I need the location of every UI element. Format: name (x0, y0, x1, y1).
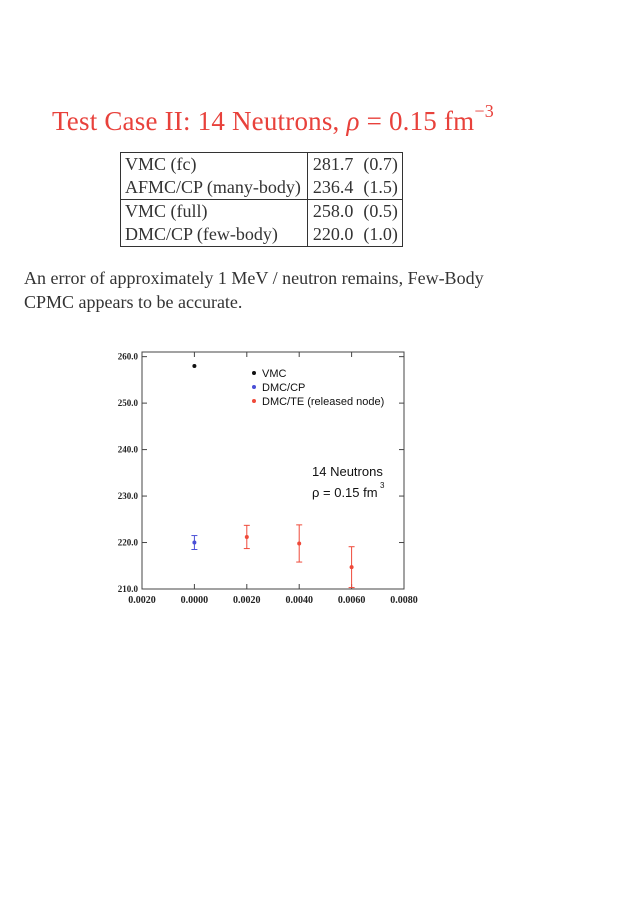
row-value: 258.0 (307, 200, 359, 224)
title-eq: = 0.15 fm (359, 106, 475, 136)
x-tick-label: 0.0060 (337, 595, 366, 606)
y-tick-label: 260.0 (117, 351, 138, 362)
row-error: (0.5) (359, 200, 402, 224)
x-tick-label: 0.0020 (128, 595, 156, 606)
legend-label: VMC (262, 368, 287, 380)
row-label: VMC (full) (121, 200, 308, 224)
legend-label: DMC/TE (released node) (262, 396, 385, 408)
annotation-line-2: ρ = 0.15 fm (312, 485, 378, 500)
y-tick-label: 230.0 (117, 491, 138, 502)
annotation-exponent: 3 (380, 481, 385, 490)
row-label: AFMC/CP (many-body) (121, 176, 308, 200)
y-tick-label: 210.0 (117, 584, 138, 594)
data-point (350, 565, 354, 569)
y-tick-label: 250.0 (117, 398, 138, 409)
title-rho: ρ (346, 106, 360, 136)
y-tick-label: 220.0 (117, 537, 138, 548)
row-label: DMC/CP (few-body) (121, 223, 308, 247)
row-value: 281.7 (312, 154, 354, 174)
x-tick-label: 0.0040 (285, 595, 313, 606)
row-value: 236.4 (312, 177, 354, 197)
annotation-line-1: 14 Neutrons (312, 464, 383, 479)
row-label: VMC (fc) (121, 153, 308, 177)
row-error: (0.7) (363, 154, 398, 174)
x-tick-label: 0.0000 (180, 595, 209, 606)
x-tick-label: 0.0080 (390, 595, 418, 606)
x-tick-label: 0.0020 (233, 595, 261, 606)
legend-marker (252, 399, 256, 403)
y-tick-label: 240.0 (117, 444, 138, 455)
legend-label: DMC/CP (262, 382, 306, 394)
row-error: (1.5) (363, 177, 398, 197)
title-exponent: −3 (474, 101, 494, 121)
row-value: 220.0 (312, 224, 354, 244)
data-point (192, 541, 196, 545)
legend-marker (252, 385, 256, 389)
data-point (192, 364, 196, 368)
data-point (297, 541, 301, 545)
legend-marker (252, 371, 256, 375)
row-error: (1.0) (363, 224, 398, 244)
title-main: Test Case II: 14 Neutrons, (52, 106, 347, 136)
summary-paragraph: An error of approximately 1 MeV / neutron remains, Few-Body CPMC appears to be accurate. (24, 268, 484, 312)
data-point (245, 535, 249, 539)
